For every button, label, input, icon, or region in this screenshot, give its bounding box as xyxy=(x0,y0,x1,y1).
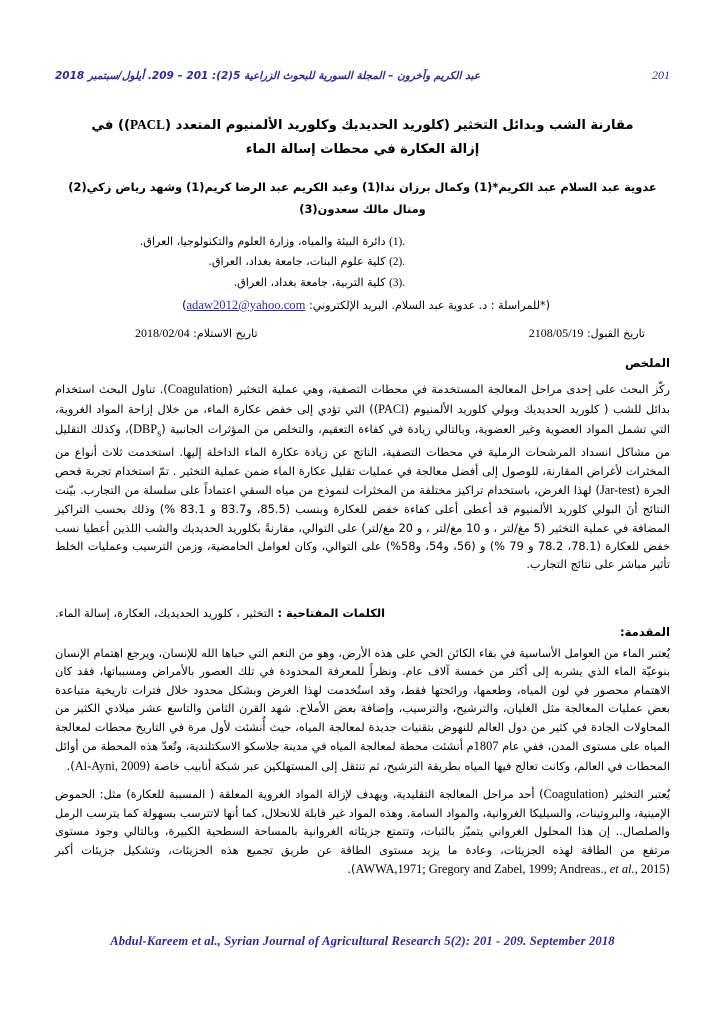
abstract-term-coagulation: Coagulation xyxy=(167,382,229,396)
intro-p2-seg-a: يُعتبر التخثير ( xyxy=(604,787,670,801)
abstract-term-dbp xyxy=(133,422,162,440)
date-received xyxy=(135,326,258,341)
corresponding-prefix: (*للمراسلة : د. عدوية عبد السلام. البريد الإلكتروني: xyxy=(308,298,550,312)
intro-p2-citation-part1: AWWA,1971; Gregory and Zabel, 1999; Andreas., xyxy=(355,862,610,877)
intro-p1-seg-b: م أنشئت محطة لمعالجة المياه في مدينة جلاسكو الاسكتلندية، وتُعدّ هذه المحطة من أوائل المحطات في العالم، وكانت تعالج فيها المياه بطريقة الترشيح، ثم تنتقل إلى المستهلكين عبر شبكة أنابيب خاصة ( xyxy=(55,738,670,773)
affiliation-number-2: (2). xyxy=(389,256,405,269)
affiliation-number-3: (3). xyxy=(389,276,405,289)
intro-p1-text xyxy=(55,644,670,776)
running-footer: Abdul-Kareem et al., Syrian Journal of Agricultural Research 5(2): 201 - 209. September 2018 xyxy=(110,934,615,948)
abstract-term-dbp-main: DBP xyxy=(133,422,158,437)
author-line-2: ومنال مالك سعدون(3) xyxy=(299,202,426,217)
running-header xyxy=(55,68,670,88)
date-received-value: 2018/02/04 xyxy=(135,326,190,340)
intro-p1-seg-a: يُعتبر الماء من العوامل الأساسية في بقاء الكائن الحي على هذه الأرض، وهو من النعم التي حباها الله للإنسان، ويرجع اهتمام الإنسان بنوعيّة الماء الذي يشربه إلى أكثر من خمسة آلاف عام. ونظراً للمعرفة المحدودة في تلك العصور بالأمراض ومسبباتها، فقد كان الاهتمام محصور في لون المياه، وطعمها، ورائحتها فقط، وقد استُخدمت لهذا الغرض وبشكل محدود خلال فترات تاريخية متباعدة بعض عمليات المعالجة مثل الغليان، والترشيح، والترسيب، وإضافة بعض الأملاح. شهد القرن الثامن والتاسع عشر ميلادي الكثير من المحاولات الجادة في كثير من دول العالم للنهوض بتقنيات جديدة لمعالجة المياه، حيث أُنشئت لأول مرة في التاريخ محطات لمعالجة المياه على مستوى المدن، ففي عام xyxy=(55,646,670,753)
abstract-seg-b: ). تناول البحث استخدام بدائل للشب ( كلوريد الحديديك وبولي كلوريد الألمنيوم ( xyxy=(55,382,670,417)
intro-p2-seg-c: ). xyxy=(347,862,356,877)
abstract-seg-f: ) وذلك بحسب التراكيز المضافة في عملية التخثير ( xyxy=(55,502,670,535)
abstract-seg-c: )) التي تؤدي إلى خفض عكارة الماء، من خلال إزاحة المواد الغروية، التي تشمل المواد العضوية وغير العضوية، وبالتالي زيادة في كفاءة التعقيم، والتخلص من المؤثرات الجانبية ( xyxy=(55,402,671,437)
intro-p2-citation-etal: et al., xyxy=(609,862,638,877)
abstract-seg-h: ) و ( xyxy=(471,538,495,553)
corresponding-email-link[interactable]: adaw2012@yahoo.com xyxy=(186,297,306,312)
article-title-acronym: PACL xyxy=(130,116,165,132)
abstract-seg-e: ) لهذا الغرض، باستخدام تراكيز مختلفة من المخثرات لنموذج من مياه السقي اعتماداً على سلسلة من التجارب. بيّنت النتائج أنَ البولي كلوريد الألمنيوم قد أعطى أعلى كفاءة خفض للعكارة وبنسب ( xyxy=(55,483,670,517)
article-title-line1-after: )) في xyxy=(91,117,131,133)
date-received-label: تاريخ الاستلام: xyxy=(193,327,258,340)
affiliation-item-2 xyxy=(55,252,670,272)
affiliation-item-1 xyxy=(55,232,670,252)
date-accepted-value: 2108/05/19 xyxy=(528,326,584,340)
abstract-seg-d: )، وكذلك التقليل من مشاكل انسداد المرشحات الرملية في محطات التصفية، الناتج عن زيادة عكارة الماء الداخلة إليها. استخدمت ثلاث أنواع من المخثرات لأغراض المقارنة، للوصول إلى أفضل معالجة في عمليات تقليل عكارة الماء ضمن عملية التخثير . تمّ استخدام تجربة فحص الجرة ( xyxy=(55,422,670,498)
abstract-seg-g: ) على التوالي، مقارنةً بكلوريد الحديديك والشب اللذين أعطيا نسب خفض للعكارة ( xyxy=(55,520,670,553)
corresponding-suffix: ) xyxy=(182,298,187,312)
intro-p2-text xyxy=(55,784,670,879)
affiliation-item-3 xyxy=(55,273,670,293)
intro-p1-year: 1807 xyxy=(473,738,499,753)
intro-p1-citation: Al-Ayni, 2009 xyxy=(74,758,146,773)
keywords-line xyxy=(55,604,670,622)
introduction-heading: المقدمة: xyxy=(620,625,670,639)
date-accepted xyxy=(529,326,645,341)
intro-p2-term-coagulation: Coagulation xyxy=(543,787,605,801)
article-title-line1-before: مقارنة الشب وبدائل التخثير (كلوريد الحديديك وكلوريد الألمنيوم المتعدد ( xyxy=(164,117,634,133)
abstract-paragraph xyxy=(55,379,670,574)
abstract-seg-i: ) على التوالي، وكان لعوامل الحامضية، وزمن الترسيب وعمليات الخلط تأثير مباشر على نتائج التجارب. xyxy=(55,538,670,572)
date-accepted-label: تاريخ القبول: xyxy=(586,327,645,340)
intro-p1-seg-c: ). xyxy=(66,758,75,773)
affiliation-text-1: دائرة البيئة والمياه، وزارة العلوم والتكنولوجيا، العراق. xyxy=(139,235,386,248)
abstract-efficiency-values: 85.5، و83.7 و 83.1 % xyxy=(164,502,286,517)
author-list xyxy=(50,176,675,220)
affiliation-text-2: كلية علوم البنات، جامعة بغداد، العراق. xyxy=(208,255,386,269)
article-title xyxy=(62,113,663,163)
affiliation-list xyxy=(55,232,670,316)
affiliation-number-1: (1). xyxy=(389,236,405,248)
intro-p2-seg-b: ) أحد مراحل المعالجة التقليدية، ويهدف لإزالة المواد الغروية المعلقة ( المسببة للعكارة) مثل: الحموض الإمينية، والبروتينات، والسيليكا الغروانية، والمواد السامة. وهذه المواد غير قابلة للانحلال، كما أنها لاتترسب بسهولة كما يترسب الرمل والصلصال.. إن هذا المحلول الغرواني يتميّز بالثبات، وتتمتع جزيئاته الغروانية بالمساحة السطحية الكبيرة، وبالتالي وجود مستوى مرتفع من الطاقة لهذه الجزيئات، وعادة ما يزيد مستوى الطاقة عن طريق تجميع هذه الجزيئات، وتشكيل جزيئات أكبر ( xyxy=(55,787,670,877)
abstract-heading: الملخص xyxy=(624,356,670,370)
introduction-paragraph-1 xyxy=(55,644,670,776)
intro-p2-citation-part2: 2015 xyxy=(637,862,666,877)
abstract-term-dbp-subscript: s xyxy=(157,428,162,440)
abstract-ferric-values: 78.1، 78.2 و 79 % xyxy=(494,538,597,553)
abstract-alum-values: 56، و54، و58% xyxy=(390,538,472,553)
abstract-term-jartest: Jar-test xyxy=(599,483,636,498)
header-citation: عبد الكريم وآخرون – المجلة السورية للبحوث الزراعية 5(2): 201 – 209. أيلول/سبتمبر 2018 xyxy=(55,70,481,82)
keywords-value: التخثير ، كلوريد الحديديك، العكارة، إسالة الماء. xyxy=(55,606,274,620)
submission-dates xyxy=(135,326,645,341)
abstract-body xyxy=(55,379,670,574)
abstract-term-pacl: PACl xyxy=(378,402,405,417)
author-line-1: عدوية عبد السلام عبد الكريم*(1) وكمال برزان ندا(1) وعبد الكريم عبد الرضا كريم(1) وشهد رياض زكي(2) xyxy=(68,180,657,194)
affiliation-text-3: كلية التربية، جامعة بغداد، العراق. xyxy=(233,275,386,289)
intro-p2-citation xyxy=(355,862,665,876)
keywords-label: الكلمات المفتاحية : xyxy=(277,606,386,620)
corresponding-author-note xyxy=(55,295,670,317)
header-page-number: 201 xyxy=(652,68,670,82)
article-title-line2: إزالة العكارة في محطات إسالة الماء xyxy=(245,142,480,158)
introduction-paragraph-2 xyxy=(55,784,670,879)
abstract-dose-values: 5 مغ/لتر ، و 10 مغ/لتر ، و 20 مغ/لتر xyxy=(365,520,541,535)
abstract-seg-a: ركّز البحث على إحدى مراحل المعالجة المستخدمة في محطات التصفية، وهي عملية التخثير ( xyxy=(228,382,670,396)
